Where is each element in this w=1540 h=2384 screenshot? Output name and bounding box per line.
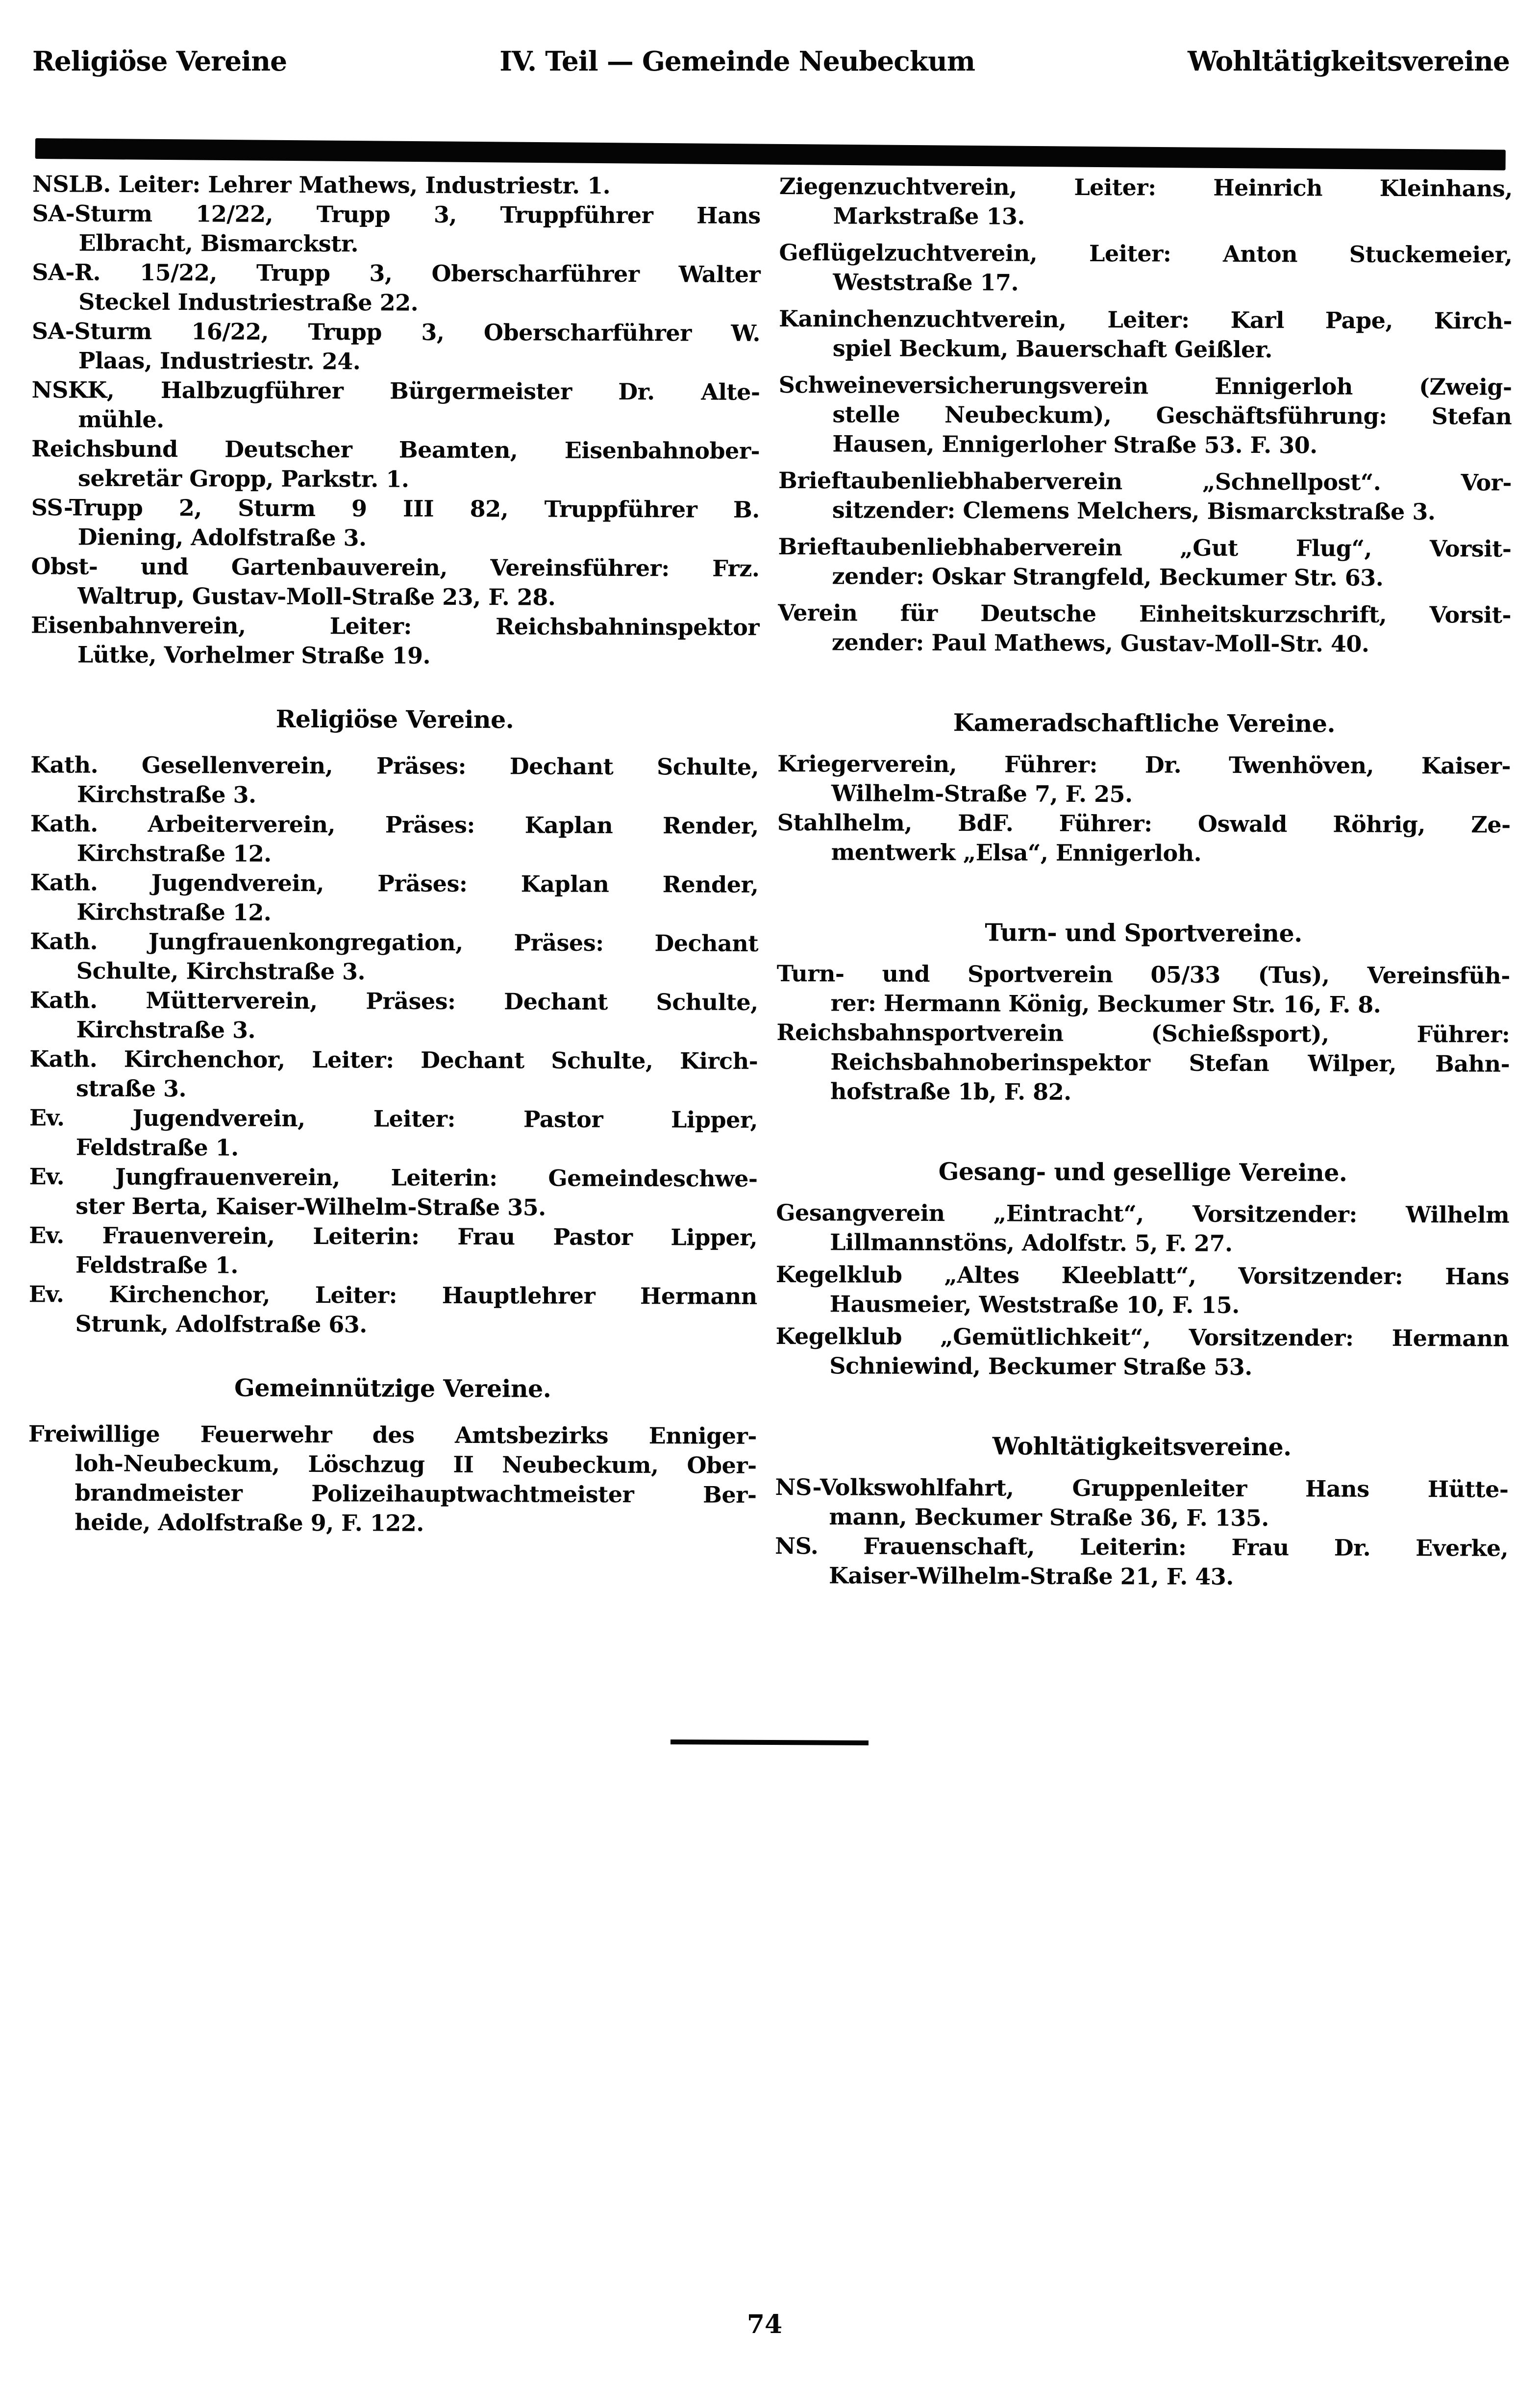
entry-line: Reichsbund Deutscher Beamten, Eisenbahnober-	[31, 435, 760, 464]
directory-entry	[777, 959, 1510, 1020]
directory-entry	[775, 1531, 1508, 1592]
directory-entry	[31, 375, 760, 436]
directory-entry	[776, 1198, 1509, 1259]
entry-line: Diening, Adolfstraße 3.	[77, 523, 367, 551]
header-rule	[35, 138, 1506, 171]
directory-entry	[32, 169, 761, 201]
directory-entry	[30, 809, 759, 870]
entry-line: Hausmeier, Weststraße 10, F. 15.	[829, 1291, 1240, 1318]
directory-entry	[29, 985, 758, 1046]
entry-line: Ev. Frauenverein, Leiterin: Frau Pastor Lipper,	[29, 1222, 758, 1251]
section-heading: Gemeinnützige Vereine.	[234, 1373, 551, 1403]
directory-entry	[31, 610, 759, 671]
entry-line: stelle Neubeckum), Geschäftsführung: Stefan	[832, 401, 1512, 430]
entry-line: Turn- und Sportverein 05/33 (Tus), Vereinsfüh-	[776, 960, 1510, 989]
entry-line: Gesangverein „Eintracht“, Vorsitzender: Wilhelm	[776, 1199, 1510, 1228]
entry-line: Schweineversicherungsverein Ennigerloh (Zweig-	[778, 371, 1512, 400]
directory-entry	[30, 750, 759, 811]
entry-line: mann, Beckumer Straße 36, F. 135.	[829, 1503, 1269, 1532]
directory-entry	[778, 466, 1512, 527]
directory-entry	[32, 316, 760, 377]
directory-entry	[779, 172, 1513, 233]
entry-line: Geflügelzuchtverein, Leiter: Anton Stuckemeier,	[779, 239, 1513, 268]
entry-line: Hausen, Ennigerloher Straße 53. F. 30.	[832, 430, 1317, 459]
entry-line: mühle.	[78, 406, 164, 433]
section-divider	[671, 1739, 869, 1745]
directory-entry	[779, 304, 1512, 365]
directory-entry	[779, 238, 1512, 299]
page-body	[0, 169, 1540, 1590]
entry-line: Eisenbahnverein, Leiter: Reichsbahninspektor	[30, 612, 760, 641]
entry-line: zender: Oskar Strangfeld, Beckumer Str. 63.	[832, 563, 1384, 591]
entry-line: SA-R. 15/22, Trupp 3, Oberscharführer Walter	[32, 259, 761, 288]
entry-line: Strunk, Adolfstraße 63.	[75, 1310, 367, 1338]
section	[778, 172, 1513, 659]
entry-line: sitzender: Clemens Melchers, Bismarckstraße 3.	[832, 497, 1436, 525]
section	[777, 707, 1511, 869]
entry-line: brandmeister Polizeihauptwachtmeister Ber-	[75, 1479, 757, 1508]
section-heading: Turn- und Sportvereine.	[985, 918, 1302, 948]
entry-line: Ziegenzuchtverein, Leiter: Heinrich Kleinhans,	[779, 173, 1513, 202]
page-header	[32, 45, 1510, 77]
entry-line: Kath. Jungfrauenkongregation, Präses: Dechant	[29, 928, 759, 957]
entry-line: Brieftaubenliebhaberverein „Gut Flug“, Vorsit-	[778, 533, 1512, 562]
entry-line: Ev. Kirchenchor, Leiter: Hauptlehrer Hermann	[28, 1281, 757, 1310]
directory-entry	[28, 1419, 757, 1539]
entry-line: straße 3.	[76, 1075, 187, 1102]
directory-entry	[29, 1279, 757, 1341]
entry-line: Kath. Jugendverein, Präses: Kaplan Render,	[30, 869, 759, 898]
entry-line: Stahlhelm, BdF. Führer: Oswald Röhrig, Ze-	[777, 809, 1511, 838]
column-left	[28, 169, 761, 1539]
entry-line: sekretär Gropp, Parkstr. 1.	[77, 465, 409, 493]
section	[29, 703, 759, 1341]
entry-line: loh-Neubeckum, Löschzug II Neubeckum, Ober-	[75, 1450, 757, 1479]
directory-entry	[778, 370, 1512, 461]
entry-line: Obst- und Gartenbauverein, Vereinsführer: Frz.	[31, 553, 760, 582]
directory-entry	[32, 257, 760, 319]
entry-line: Feldstraße 1.	[75, 1251, 239, 1279]
entry-line: Kirchstraße 12.	[76, 840, 272, 867]
directory-entry	[29, 1220, 757, 1282]
entry-line: rer: Hermann König, Beckumer Str. 16, F. 8.	[830, 990, 1381, 1018]
entry-line: Kath. Mütterverein, Präses: Dechant Schulte,	[29, 987, 758, 1016]
section	[28, 1372, 757, 1539]
entry-line: spiel Beckum, Bauerschaft Geißler.	[832, 335, 1273, 363]
directory-entry	[776, 1018, 1510, 1108]
entry-line: Markstraße 13.	[833, 202, 1025, 230]
directory-entry	[777, 749, 1511, 810]
directory-entry	[32, 199, 760, 260]
entry-line: Feldstraße 1.	[75, 1134, 239, 1161]
header-right-title: Wohltätigkeitsvereine	[1188, 45, 1510, 77]
header-left-title: Religiöse Vereine	[32, 45, 287, 77]
entry-line: SS-Trupp 2, Sturm 9 III 82, Truppführer B.	[31, 494, 760, 523]
section-heading: Religiöse Vereine.	[275, 704, 514, 734]
entry-line: Schniewind, Beckumer Straße 53.	[829, 1352, 1252, 1381]
entry-line: Steckel Industriestraße 22.	[78, 288, 419, 316]
entry-line: SA-Sturm 16/22, Trupp 3, Oberscharführer W.	[31, 318, 761, 347]
directory-entry	[29, 1162, 757, 1223]
entry-line: NSKK, Halbzugführer Bürgermeister Dr. Alte-	[31, 376, 760, 405]
directory-entry	[30, 868, 758, 929]
section-heading: Gesang- und gesellige Vereine.	[938, 1157, 1347, 1187]
entry-line: NSLB. Leiter: Lehrer Mathews, Industriestr. 1.	[32, 171, 611, 199]
section	[775, 1156, 1509, 1383]
entry-line: heide, Adolfstraße 9, F. 122.	[75, 1509, 424, 1537]
page-number: 74	[746, 2310, 783, 2339]
entry-line: Lillmannstöns, Adolfstr. 5, F. 27.	[830, 1229, 1233, 1257]
entry-line: Weststraße 17.	[833, 269, 1019, 296]
directory-entry	[775, 1321, 1509, 1383]
section-heading: Kameradschaftliche Vereine.	[953, 708, 1336, 738]
entry-line: Ev. Jungfrauenverein, Leiterin: Gemeindeschwe-	[29, 1163, 758, 1192]
entry-line: Kath. Arbeiterverein, Präses: Kaplan Render,	[30, 810, 759, 839]
entry-line: Brieftaubenliebhaberverein „Schnellpost“. Vor-	[778, 467, 1512, 496]
entry-line: zender: Paul Mathews, Gustav-Moll-Str. 40.	[831, 629, 1369, 657]
entry-line: Lütke, Vorhelmer Straße 19.	[77, 641, 431, 669]
directory-entry	[778, 598, 1511, 659]
entry-line: Kirchstraße 3.	[76, 781, 256, 808]
entry-line: Plaas, Industriestr. 24.	[78, 347, 361, 375]
entry-line: NS. Frauenschaft, Leiterin: Frau Dr. Everke,	[775, 1532, 1509, 1562]
directory-entry	[31, 434, 760, 495]
directory-entry	[29, 1044, 758, 1105]
directory-entry	[29, 1103, 758, 1164]
entry-line: Reichsbahnoberinspektor Stefan Wilper, Bahn-	[830, 1048, 1510, 1077]
entry-line: SA-Sturm 12/22, Trupp 3, Truppführer Hans	[32, 200, 761, 229]
directory-entry	[31, 551, 759, 613]
entry-line: Schulte, Kirchstraße 3.	[76, 957, 366, 985]
entry-line: Wilhelm-Straße 7, F. 25.	[831, 780, 1133, 808]
directory-entry	[30, 926, 758, 988]
entry-line: Kaiser-Wilhelm-Straße 21, F. 43.	[828, 1562, 1234, 1590]
column-right	[775, 172, 1513, 1592]
entry-line: Kirchstraße 3.	[76, 1016, 256, 1043]
entry-line: hofstraße 1b, F. 82.	[830, 1078, 1071, 1105]
section	[31, 169, 761, 671]
entry-line: Verein für Deutsche Einheitskurzschrift, Vorsit-	[778, 599, 1512, 628]
entry-line: Elbracht, Bismarckstr.	[78, 229, 359, 257]
entry-line: Reichsbahnsportverein (Schießsport), Führer:	[776, 1018, 1510, 1048]
entry-line: Kirchstraße 12.	[76, 898, 272, 926]
directory-entry	[778, 532, 1511, 593]
entry-line: NS-Volkswohlfahrt, Gruppenleiter Hans Hütte-	[775, 1473, 1509, 1503]
entry-line: Ev. Jugendverein, Leiter: Pastor Lipper,	[29, 1104, 758, 1133]
entry-line: Kath. Kirchenchor, Leiter: Dechant Schulte, Kirch-	[29, 1045, 758, 1074]
entry-line: Kath. Gesellenverein, Präses: Dechant Schulte,	[30, 751, 759, 780]
directory-entry	[777, 808, 1511, 869]
entry-line: ster Berta, Kaiser-Wilhelm-Straße 35.	[75, 1192, 546, 1221]
entry-line: Freiwillige Feuerwehr des Amtsbezirks Enniger-	[28, 1420, 757, 1449]
entry-line: Kegelklub „Altes Kleeblatt“, Vorsitzender: Hans	[775, 1261, 1510, 1290]
directory-entry	[31, 493, 760, 554]
entry-line: Waltrup, Gustav-Moll-Straße 23, F. 28.	[77, 582, 556, 611]
entry-line: Kriegerverein, Führer: Dr. Twenhöven, Kaiser-	[777, 750, 1511, 779]
directory-entry	[776, 1260, 1509, 1321]
header-center-title: IV. Teil — Gemeinde Neubeckum	[499, 45, 975, 77]
entry-line: mentwerk „Elsa“, Ennigerloh.	[831, 839, 1202, 867]
entry-line: Kaninchenzuchtverein, Leiter: Karl Pape, Kirch-	[778, 305, 1513, 334]
section	[775, 1431, 1509, 1592]
section	[776, 917, 1510, 1108]
section-heading: Wohltätigkeitsvereine.	[992, 1432, 1292, 1462]
directory-entry	[775, 1472, 1508, 1534]
entry-line: Kegelklub „Gemütlichkeit“, Vorsitzender: Hermann	[775, 1322, 1509, 1352]
